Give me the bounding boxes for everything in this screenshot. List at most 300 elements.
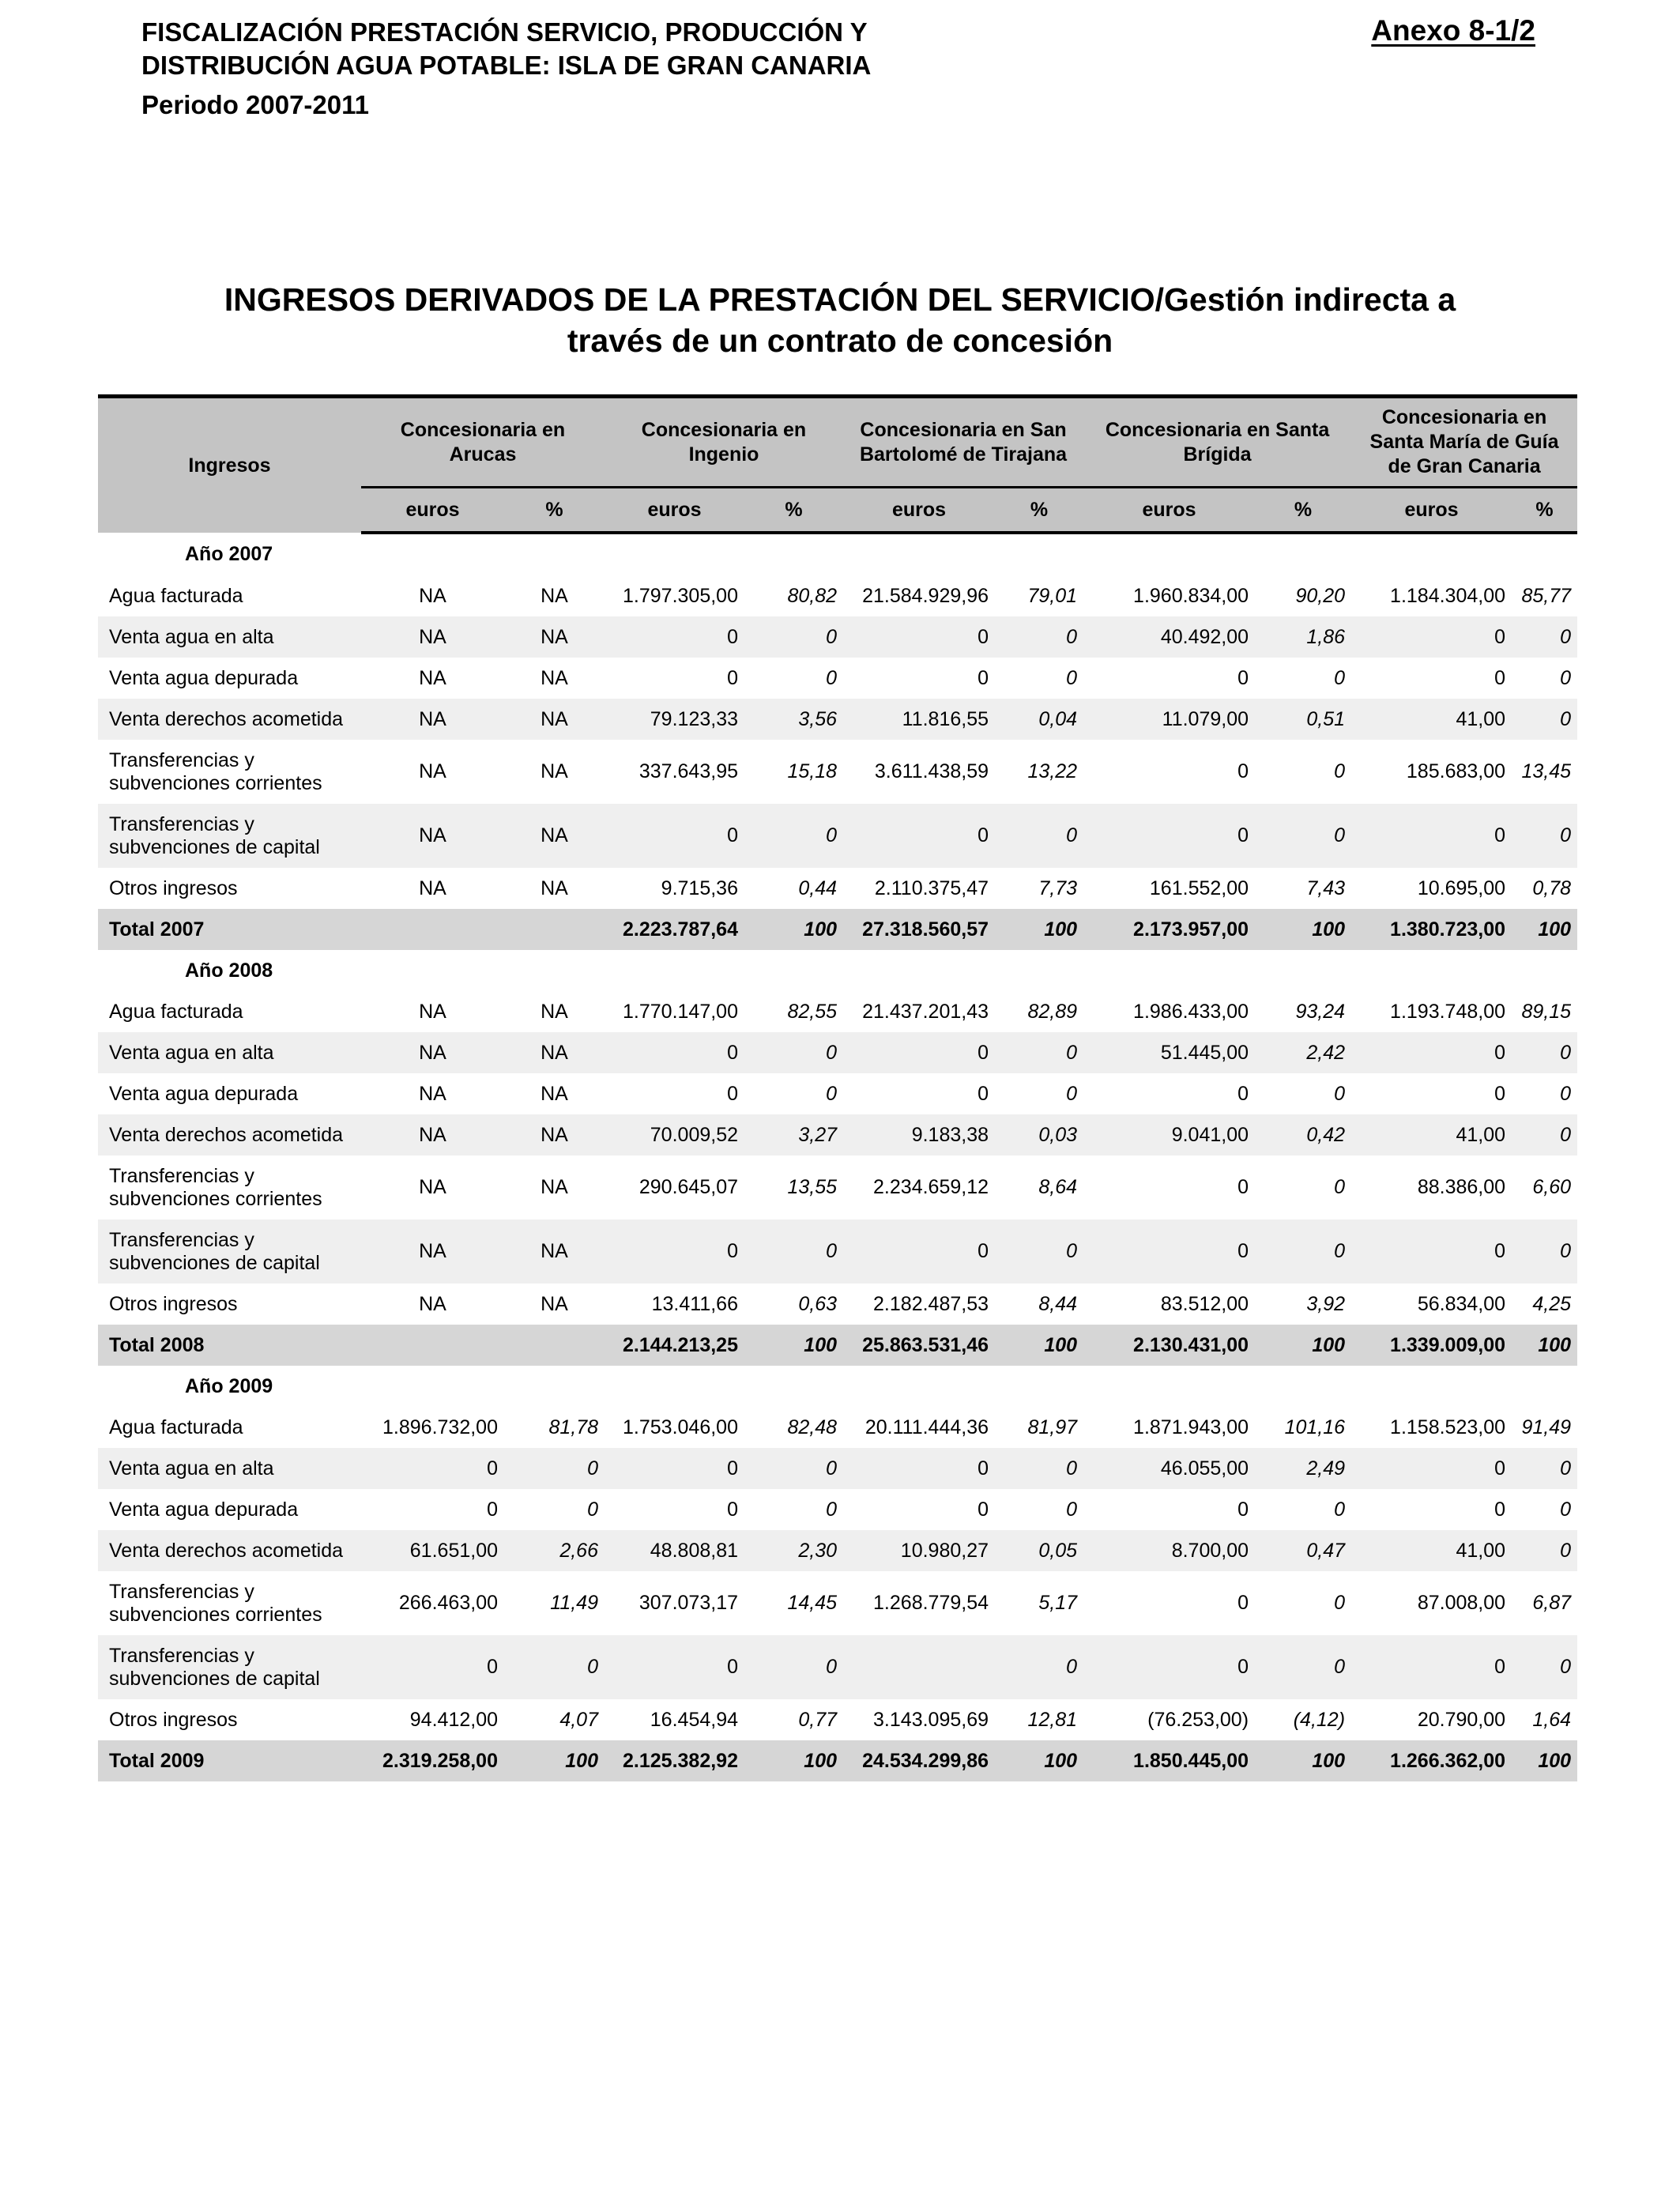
percent-cell: 0 — [1560, 666, 1572, 689]
euros-cell: 9.041,00 — [1083, 1114, 1255, 1155]
empty-cell — [1255, 1366, 1351, 1407]
table-row — [98, 1073, 1577, 1114]
total-percent-cell: 100 — [744, 1740, 843, 1781]
empty-cell — [1512, 1366, 1577, 1407]
subheader-pct: % — [995, 488, 1083, 533]
percent-cell: 0 — [1066, 1498, 1078, 1521]
euros-cell: 0 — [605, 1220, 744, 1284]
empty-cell — [744, 533, 843, 575]
euros-cell: 88.386,00 — [1417, 1176, 1506, 1198]
euros-cell: 3.611.438,59 — [874, 760, 989, 782]
percent-cell: 0 — [1334, 666, 1346, 689]
row-label: Transferencias y subvenciones de capital — [98, 804, 361, 868]
percent-cell: 12,81 — [1027, 1708, 1078, 1731]
table-row — [98, 740, 1577, 804]
euros-cell: 46.055,00 — [1083, 1448, 1255, 1489]
total-label: Total 2009 — [98, 1740, 361, 1781]
percent-cell: 2,42 — [1255, 1032, 1351, 1073]
percent-cell: NA — [541, 584, 568, 607]
percent-cell: NA — [504, 699, 605, 740]
subheader-euros: euros — [843, 488, 995, 533]
table-row — [98, 1635, 1577, 1699]
empty-cell — [1083, 1366, 1255, 1407]
total-euros-cell: 2.319.258,00 — [361, 1740, 504, 1781]
year-label: Año 2009 — [185, 1374, 273, 1397]
table-row — [98, 575, 1577, 616]
euros-cell: 1.896.732,00 — [382, 1416, 498, 1438]
empty-cell — [995, 950, 1083, 991]
total-euros-cell: 2.144.213,25 — [605, 1325, 744, 1366]
percent-cell: 0 — [995, 616, 1083, 658]
euros-cell: NA — [419, 760, 446, 782]
euros-cell: 0 — [977, 1498, 989, 1521]
euros-cell: 20.790,00 — [1417, 1708, 1506, 1731]
total-euros-cell: 25.863.531,46 — [843, 1325, 995, 1366]
euros-cell: 83.512,00 — [1160, 1292, 1249, 1315]
euros-cell: 307.073,17 — [638, 1592, 738, 1614]
table-row — [98, 1489, 1577, 1530]
percent-cell: 0 — [1512, 1220, 1577, 1284]
percent-cell: 2,49 — [1255, 1448, 1351, 1489]
euros-cell: 0 — [727, 1498, 738, 1521]
column-header-arucas: Concesionaria en Arucas — [361, 397, 605, 488]
empty-cell — [504, 1366, 605, 1407]
total-euros-cell: 2.223.787,64 — [605, 909, 744, 950]
euros-cell: 2.182.487,53 — [873, 1292, 989, 1315]
empty-cell — [744, 950, 843, 991]
percent-cell: 3,92 — [1306, 1292, 1346, 1315]
percent-cell: 0 — [1512, 1530, 1577, 1571]
percent-cell: NA — [504, 804, 605, 868]
euros-cell: 0 — [727, 666, 738, 689]
percent-cell: 8,44 — [1038, 1292, 1078, 1315]
table-row — [98, 616, 1577, 658]
percent-cell: 81,78 — [548, 1416, 598, 1438]
table-row — [98, 1699, 1577, 1740]
row-label: Venta derechos acometida — [98, 699, 361, 740]
percent-cell: 7,73 — [1038, 876, 1078, 899]
empty-cell — [1255, 950, 1351, 991]
total-percent-cell: 100 — [995, 909, 1083, 950]
percent-cell: 0 — [1334, 1592, 1346, 1614]
empty-cell — [361, 533, 504, 575]
percent-cell: 13,22 — [1027, 760, 1078, 782]
empty-cell — [995, 533, 1083, 575]
euros-cell: 0 — [1494, 1082, 1506, 1105]
euros-cell: 0 — [1083, 1635, 1255, 1699]
percent-cell: 4,07 — [559, 1708, 598, 1731]
row-label: Venta derechos acometida — [98, 1114, 361, 1155]
euros-cell: NA — [419, 876, 446, 899]
table-row — [98, 804, 1577, 868]
percent-cell: 11,49 — [550, 1592, 598, 1614]
total-euros-cell: 2.173.957,00 — [1083, 909, 1255, 950]
euros-cell: 1.871.943,00 — [1133, 1416, 1249, 1438]
percent-cell: 3,27 — [744, 1114, 843, 1155]
percent-cell: 0 — [744, 616, 843, 658]
percent-cell: 82,48 — [787, 1416, 838, 1438]
percent-cell: 5,17 — [1038, 1592, 1078, 1614]
euros-cell: (76.253,00) — [1147, 1708, 1249, 1731]
row-label: Agua facturada — [109, 584, 243, 607]
table-row — [98, 1407, 1577, 1448]
table-row — [98, 1284, 1577, 1325]
empty-cell — [1255, 533, 1351, 575]
table-row — [98, 1571, 1577, 1635]
euros-cell: 0 — [1351, 1448, 1512, 1489]
percent-cell: 0 — [744, 1032, 843, 1073]
euros-cell: 0 — [605, 616, 744, 658]
euros-cell: 0 — [361, 1448, 504, 1489]
table-row — [98, 1032, 1577, 1073]
euros-cell — [843, 1635, 995, 1699]
euros-cell: 2.234.659,12 — [873, 1176, 989, 1198]
percent-cell: 91,49 — [1521, 1416, 1572, 1438]
euros-cell: 1.797.305,00 — [623, 584, 738, 607]
report-header — [141, 16, 1327, 122]
euros-cell: 0 — [843, 1448, 995, 1489]
total-label: Total 2007 — [98, 909, 361, 950]
euros-cell: 1.268.779,54 — [873, 1592, 989, 1614]
year-row — [98, 533, 1577, 575]
euros-cell: 0 — [1237, 1176, 1249, 1198]
percent-cell: 0 — [1512, 1032, 1577, 1073]
percent-cell: 0,42 — [1255, 1114, 1351, 1155]
euros-cell: 94.412,00 — [409, 1708, 498, 1731]
table-row — [98, 1220, 1577, 1284]
percent-cell: 0 — [1066, 666, 1078, 689]
percent-cell: 13,45 — [1521, 760, 1572, 782]
euros-cell: 3.143.095,69 — [873, 1708, 989, 1731]
row-label: Otros ingresos — [109, 1708, 238, 1731]
empty-cell — [1512, 950, 1577, 991]
euros-cell: 185.683,00 — [1406, 760, 1506, 782]
row-label: Transferencias y subvenciones corrientes — [109, 1164, 322, 1210]
euros-cell: 2.110.375,47 — [874, 876, 989, 899]
euros-cell: 8.700,00 — [1083, 1530, 1255, 1571]
percent-cell: 0 — [826, 666, 838, 689]
percent-cell: 0,77 — [798, 1708, 838, 1731]
empty-cell — [1351, 950, 1512, 991]
euros-cell: 1.193.748,00 — [1390, 1000, 1506, 1023]
total-euros-cell — [361, 909, 504, 950]
euros-cell: 0 — [605, 804, 744, 868]
percent-cell: NA — [541, 1176, 568, 1198]
percent-cell: 0 — [1512, 804, 1577, 868]
euros-cell: 87.008,00 — [1417, 1592, 1506, 1614]
euros-cell: 0 — [1351, 616, 1512, 658]
percent-cell: 8,64 — [1038, 1176, 1078, 1198]
euros-cell: 10.980,27 — [843, 1530, 995, 1571]
percent-cell: 0 — [995, 1032, 1083, 1073]
euros-cell: 1.753.046,00 — [623, 1416, 738, 1438]
euros-cell: 0 — [605, 1635, 744, 1699]
percent-cell: 2,66 — [504, 1530, 605, 1571]
total-euros-cell — [361, 1325, 504, 1366]
row-label: Venta agua depurada — [109, 666, 299, 689]
empty-cell — [1083, 950, 1255, 991]
euros-cell: 79.123,33 — [605, 699, 744, 740]
euros-cell: 0 — [1083, 804, 1255, 868]
euros-cell: 41,00 — [1351, 699, 1512, 740]
percent-cell: NA — [504, 1220, 605, 1284]
percent-cell: 0 — [1512, 616, 1577, 658]
total-row — [98, 909, 1577, 950]
percent-cell: 0,04 — [995, 699, 1083, 740]
percent-cell: 15,18 — [787, 760, 838, 782]
percent-cell: 0 — [744, 1220, 843, 1284]
empty-cell — [605, 1366, 744, 1407]
year-row — [98, 950, 1577, 991]
column-header-san-bartolome: Concesionaria en San Bartolomé de Tirajana — [843, 397, 1083, 488]
euros-cell: 0 — [843, 1220, 995, 1284]
total-percent-cell: 100 — [1255, 1325, 1351, 1366]
year-row — [98, 1366, 1577, 1407]
euros-cell: 56.834,00 — [1417, 1292, 1506, 1315]
row-label: Transferencias y subvenciones corrientes — [109, 748, 322, 794]
euros-cell: 0 — [843, 616, 995, 658]
total-percent-cell: 100 — [1512, 1325, 1577, 1366]
percent-cell: (4,12) — [1293, 1708, 1346, 1731]
total-euros-cell: 1.266.362,00 — [1351, 1740, 1512, 1781]
euros-cell: 41,00 — [1351, 1530, 1512, 1571]
percent-cell: 4,25 — [1532, 1292, 1572, 1315]
percent-cell: 14,45 — [787, 1592, 838, 1614]
percent-cell: 0 — [995, 804, 1083, 868]
percent-cell: 89,15 — [1521, 1000, 1572, 1023]
total-euros-cell: 27.318.560,57 — [843, 909, 995, 950]
percent-cell: 0,44 — [798, 876, 838, 899]
total-euros-cell: 2.125.382,92 — [605, 1740, 744, 1781]
euros-cell: 1.158.523,00 — [1390, 1416, 1506, 1438]
euros-cell: 48.808,81 — [605, 1530, 744, 1571]
row-label: Venta agua en alta — [98, 1032, 361, 1073]
empty-cell — [744, 1366, 843, 1407]
percent-cell: 6,87 — [1532, 1592, 1572, 1614]
subheader-euros: euros — [1351, 488, 1512, 533]
euros-cell: 10.695,00 — [1417, 876, 1506, 899]
total-euros-cell: 2.130.431,00 — [1083, 1325, 1255, 1366]
table-row — [98, 1114, 1577, 1155]
total-percent-cell: 100 — [1512, 909, 1577, 950]
total-euros-cell: 1.339.009,00 — [1351, 1325, 1512, 1366]
euros-cell: 61.651,00 — [361, 1530, 504, 1571]
annex-label: Anexo 8-1/2 — [1371, 14, 1535, 47]
euros-cell: NA — [361, 616, 504, 658]
row-label: Venta agua depurada — [109, 1498, 299, 1521]
percent-cell: 0 — [995, 1635, 1083, 1699]
total-percent-cell — [504, 1325, 605, 1366]
euros-cell: 0 — [843, 804, 995, 868]
report-period: Periodo 2007-2011 — [141, 90, 370, 119]
percent-cell: 93,24 — [1295, 1000, 1346, 1023]
row-label: Venta agua depurada — [109, 1082, 299, 1105]
empty-cell — [504, 950, 605, 991]
euros-cell: NA — [361, 699, 504, 740]
euros-cell: 20.111.444,36 — [864, 1416, 989, 1438]
empty-cell — [1512, 533, 1577, 575]
percent-cell: 0 — [995, 1448, 1083, 1489]
row-label: Transferencias y subvenciones corrientes — [109, 1580, 322, 1626]
report-title-line2: DISTRIBUCIÓN AGUA POTABLE: ISLA DE GRAN CANARIA — [141, 51, 872, 80]
empty-cell — [361, 1366, 504, 1407]
percent-cell: NA — [541, 1000, 568, 1023]
percent-cell: 0 — [504, 1635, 605, 1699]
euros-cell: NA — [419, 666, 446, 689]
row-label: Agua facturada — [109, 1416, 243, 1438]
percent-cell: NA — [504, 616, 605, 658]
year-label: Año 2008 — [185, 959, 273, 982]
percent-cell: 0 — [1560, 1082, 1572, 1105]
percent-cell: 0 — [1255, 1635, 1351, 1699]
euros-cell: 11.079,00 — [1083, 699, 1255, 740]
euros-cell: 11.816,55 — [843, 699, 995, 740]
subheader-pct: % — [1255, 488, 1351, 533]
subheader-euros: euros — [361, 488, 504, 533]
percent-cell: 0 — [1560, 1498, 1572, 1521]
total-row — [98, 1740, 1577, 1781]
percent-cell: 0 — [995, 1220, 1083, 1284]
percent-cell: 6,60 — [1532, 1176, 1572, 1198]
total-euros-cell: 1.380.723,00 — [1351, 909, 1512, 950]
report-title-line1: FISCALIZACIÓN PRESTACIÓN SERVICIO, PRODUCCIÓN Y — [141, 17, 868, 47]
percent-cell: 3,56 — [744, 699, 843, 740]
row-label: Venta agua en alta — [98, 616, 361, 658]
percent-cell: NA — [541, 666, 568, 689]
total-euros-cell: 24.534.299,86 — [843, 1740, 995, 1781]
euros-cell: 40.492,00 — [1083, 616, 1255, 658]
percent-cell: NA — [541, 1082, 568, 1105]
percent-cell: NA — [504, 1114, 605, 1155]
euros-cell: NA — [419, 584, 446, 607]
empty-cell — [1351, 1366, 1512, 1407]
row-header: Ingresos — [98, 397, 361, 533]
percent-cell: 0 — [1512, 1114, 1577, 1155]
table-row — [98, 1448, 1577, 1489]
column-header-santa-maria-guia: Concesionaria en Santa María de Guía de Gran Canaria — [1351, 397, 1577, 488]
table-title-line2: través de un contrato de concesión — [567, 322, 1113, 359]
percent-cell: 79,01 — [1027, 584, 1078, 607]
percent-cell: 0 — [744, 804, 843, 868]
percent-cell: 0,05 — [995, 1530, 1083, 1571]
euros-cell: 16.454,94 — [650, 1708, 738, 1731]
percent-cell: 0 — [587, 1498, 598, 1521]
percent-cell: 1,86 — [1255, 616, 1351, 658]
total-percent-cell — [504, 909, 605, 950]
euros-cell: 0 — [487, 1498, 498, 1521]
empty-cell — [843, 533, 995, 575]
euros-cell: 0 — [1237, 760, 1249, 782]
euros-cell: 0 — [843, 1032, 995, 1073]
percent-cell: 0 — [1255, 1220, 1351, 1284]
total-percent-cell: 100 — [1512, 1740, 1577, 1781]
empty-cell — [843, 1366, 995, 1407]
euros-cell: 9.183,38 — [843, 1114, 995, 1155]
euros-cell: 21.584.929,96 — [862, 584, 989, 607]
percent-cell: 0 — [744, 1448, 843, 1489]
percent-cell: 81,97 — [1027, 1416, 1078, 1438]
percent-cell: 0 — [1512, 1448, 1577, 1489]
euros-cell: 0 — [1494, 1498, 1506, 1521]
euros-cell: 0 — [1351, 1032, 1512, 1073]
percent-cell: 0 — [1334, 1498, 1346, 1521]
percent-cell: 82,55 — [787, 1000, 838, 1023]
empty-cell — [1083, 533, 1255, 575]
percent-cell: 0,63 — [798, 1292, 838, 1315]
euros-cell: 1.986.433,00 — [1133, 1000, 1249, 1023]
empty-cell — [1351, 533, 1512, 575]
total-percent-cell: 100 — [504, 1740, 605, 1781]
euros-cell: NA — [419, 1176, 446, 1198]
percent-cell: 1,64 — [1532, 1708, 1572, 1731]
total-percent-cell: 100 — [995, 1740, 1083, 1781]
total-label: Total 2008 — [98, 1325, 361, 1366]
percent-cell: 0,03 — [995, 1114, 1083, 1155]
euros-cell: 290.645,07 — [638, 1176, 738, 1198]
euros-cell: 337.643,95 — [638, 760, 738, 782]
table-row — [98, 1530, 1577, 1571]
row-label: Transferencias y subvenciones de capital — [98, 1635, 361, 1699]
percent-cell: NA — [541, 760, 568, 782]
percent-cell: 0 — [1512, 1635, 1577, 1699]
percent-cell: 0 — [1334, 1082, 1346, 1105]
percent-cell: 0 — [826, 1498, 838, 1521]
euros-cell: NA — [361, 1220, 504, 1284]
percent-cell: 101,16 — [1284, 1416, 1346, 1438]
row-label: Venta agua en alta — [98, 1448, 361, 1489]
column-header-santa-brigida: Concesionaria en Santa Brígida — [1083, 397, 1351, 488]
euros-cell: 0 — [1237, 1082, 1249, 1105]
euros-cell: 0 — [977, 1082, 989, 1105]
percent-cell: 0 — [1255, 804, 1351, 868]
table-row — [98, 699, 1577, 740]
euros-cell: 161.552,00 — [1149, 876, 1249, 899]
percent-cell: 0 — [504, 1448, 605, 1489]
euros-cell: 51.445,00 — [1083, 1032, 1255, 1073]
total-percent-cell: 100 — [744, 909, 843, 950]
percent-cell: 0,47 — [1255, 1530, 1351, 1571]
percent-cell: 90,20 — [1295, 584, 1346, 607]
empty-cell — [605, 533, 744, 575]
euros-cell: 13.411,66 — [651, 1292, 738, 1315]
euros-cell: 1.770.147,00 — [623, 1000, 738, 1023]
percent-cell: 7,43 — [1306, 876, 1346, 899]
table-title — [111, 279, 1569, 361]
percent-cell: 0 — [744, 1635, 843, 1699]
subheader-euros: euros — [605, 488, 744, 533]
subheader-pct: % — [504, 488, 605, 533]
total-percent-cell: 100 — [995, 1325, 1083, 1366]
table-row — [98, 868, 1577, 909]
euros-cell: NA — [419, 1292, 446, 1315]
percent-cell: NA — [504, 1032, 605, 1073]
percent-cell: 82,89 — [1027, 1000, 1078, 1023]
percent-cell: 0 — [1512, 699, 1577, 740]
euros-cell: 0 — [605, 1448, 744, 1489]
percent-cell: 0,78 — [1532, 876, 1572, 899]
percent-cell: 0 — [1334, 760, 1346, 782]
euros-cell: 0 — [1351, 1635, 1512, 1699]
total-percent-cell: 100 — [1255, 909, 1351, 950]
percent-cell: 2,30 — [744, 1530, 843, 1571]
euros-cell: 0 — [727, 1082, 738, 1105]
percent-cell: 0 — [1334, 1176, 1346, 1198]
percent-cell: NA — [541, 1292, 568, 1315]
row-label: Transferencias y subvenciones de capital — [98, 1220, 361, 1284]
euros-cell: 70.009,52 — [605, 1114, 744, 1155]
percent-cell: 85,77 — [1521, 584, 1572, 607]
percent-cell: NA — [541, 876, 568, 899]
